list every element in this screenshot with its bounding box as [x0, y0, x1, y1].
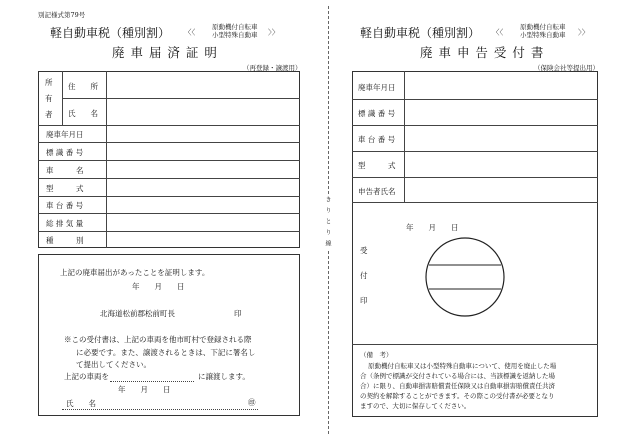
- right-row-label-4: 申告者氏名: [358, 187, 396, 196]
- right-row-label-0: 廃車年月日: [358, 83, 396, 92]
- left-doc-title: 廃 車 届 済 証 明: [112, 45, 218, 60]
- notes-line-3: 合）に限り、自動車損害賠償責任保険又は自動車損害賠償責任共済: [360, 382, 555, 390]
- left-row-label-6: 種 別: [46, 236, 84, 245]
- left-row-label-4: 車 台 番 号: [46, 201, 84, 210]
- owner-group-label-1: 所: [45, 78, 53, 87]
- signature-line[interactable]: [62, 409, 258, 410]
- stamp-label-1: 受: [360, 246, 368, 255]
- certify-date: 年 月 日: [132, 282, 185, 291]
- notes-line-4: の契約を解除することができます。その際この受付書が必要となり: [360, 392, 555, 400]
- left-tax-title: 軽自動車税（種別割）: [50, 26, 171, 40]
- transfer-left: 上記の車両を: [64, 372, 109, 381]
- left-vehicle-type-2: 小型特殊自動車: [212, 31, 258, 39]
- right-bracket-open: 〈〈: [492, 28, 504, 37]
- left-row-label-0: 廃車年月日: [46, 130, 84, 139]
- transferee-line[interactable]: [110, 381, 194, 382]
- left-row-label-3: 型 式: [46, 184, 84, 193]
- right-vehicle-type-1: 原動機付自転車: [520, 23, 566, 31]
- cut-line-label: きりとり線: [320, 196, 334, 251]
- signature-seal: ㊞: [248, 398, 256, 407]
- reception-stamp-circle: [424, 236, 506, 318]
- right-tax-title: 軽自動車税（種別割）: [360, 26, 481, 40]
- owner-group-label-2: 有: [45, 94, 53, 103]
- notes-heading: （備 考）: [360, 351, 393, 359]
- left-vehicle-type-1: 原動機付自転車: [212, 23, 258, 31]
- right-sub-note: （保険会社等提出用）: [534, 64, 599, 72]
- left-bracket-open: 〈〈: [184, 28, 196, 37]
- transfer-right: に譲渡します。: [198, 372, 250, 381]
- notes-line-5: ますので、大切に保存してください。: [360, 402, 471, 410]
- form-number: 別記様式第79号: [38, 11, 86, 19]
- signature-name-label: 氏 名: [66, 399, 96, 408]
- owner-group-label-3: 者: [45, 110, 53, 119]
- notes-line-1: 原動機付自転車又は小型特殊自動車について、使用を廃止した場: [368, 362, 557, 370]
- right-row-label-2: 車 台 番 号: [358, 135, 396, 144]
- right-row-label-1: 標 識 番 号: [358, 109, 396, 118]
- mayor-name: 北海道松前郡松前町長: [100, 309, 175, 318]
- left-row-label-1: 標 識 番 号: [46, 148, 84, 157]
- left-row-label-2: 車 名: [46, 166, 84, 175]
- stamp-label-3: 印: [360, 296, 368, 305]
- stamp-date: 年 月 日: [406, 223, 459, 232]
- mayor-seal: 印: [234, 309, 242, 318]
- right-doc-title: 廃 車 申 告 受 付 書: [420, 45, 545, 60]
- left-bracket-close: 〉〉: [268, 28, 280, 37]
- left-sub-note: （再登録・譲渡用）: [243, 64, 302, 72]
- stamp-label-2: 付: [360, 271, 368, 280]
- right-vehicle-type-2: 小型特殊自動車: [520, 31, 566, 39]
- left-row-label-5: 総 排 気 量: [46, 219, 84, 228]
- note-line-3: て提出してください。: [76, 360, 151, 369]
- note-line-2: に必要です。また、譲渡されるときは、下記に署名し: [76, 348, 256, 357]
- owner-name-label: 氏 名: [68, 109, 98, 118]
- transfer-date: 年 月 日: [118, 385, 171, 394]
- right-row-label-3: 型 式: [358, 161, 396, 170]
- owner-address-label: 住 所: [68, 82, 98, 91]
- notes-line-2: 合（条例で標識が交付されている場合には、当該標識を返納した場: [360, 372, 555, 380]
- note-line-1: ※この受付書は、上記の車両を他市町村で登録される際: [64, 335, 252, 344]
- certify-text: 上記の廃車届出があったことを証明します。: [60, 268, 210, 277]
- right-bracket-close: 〉〉: [578, 28, 590, 37]
